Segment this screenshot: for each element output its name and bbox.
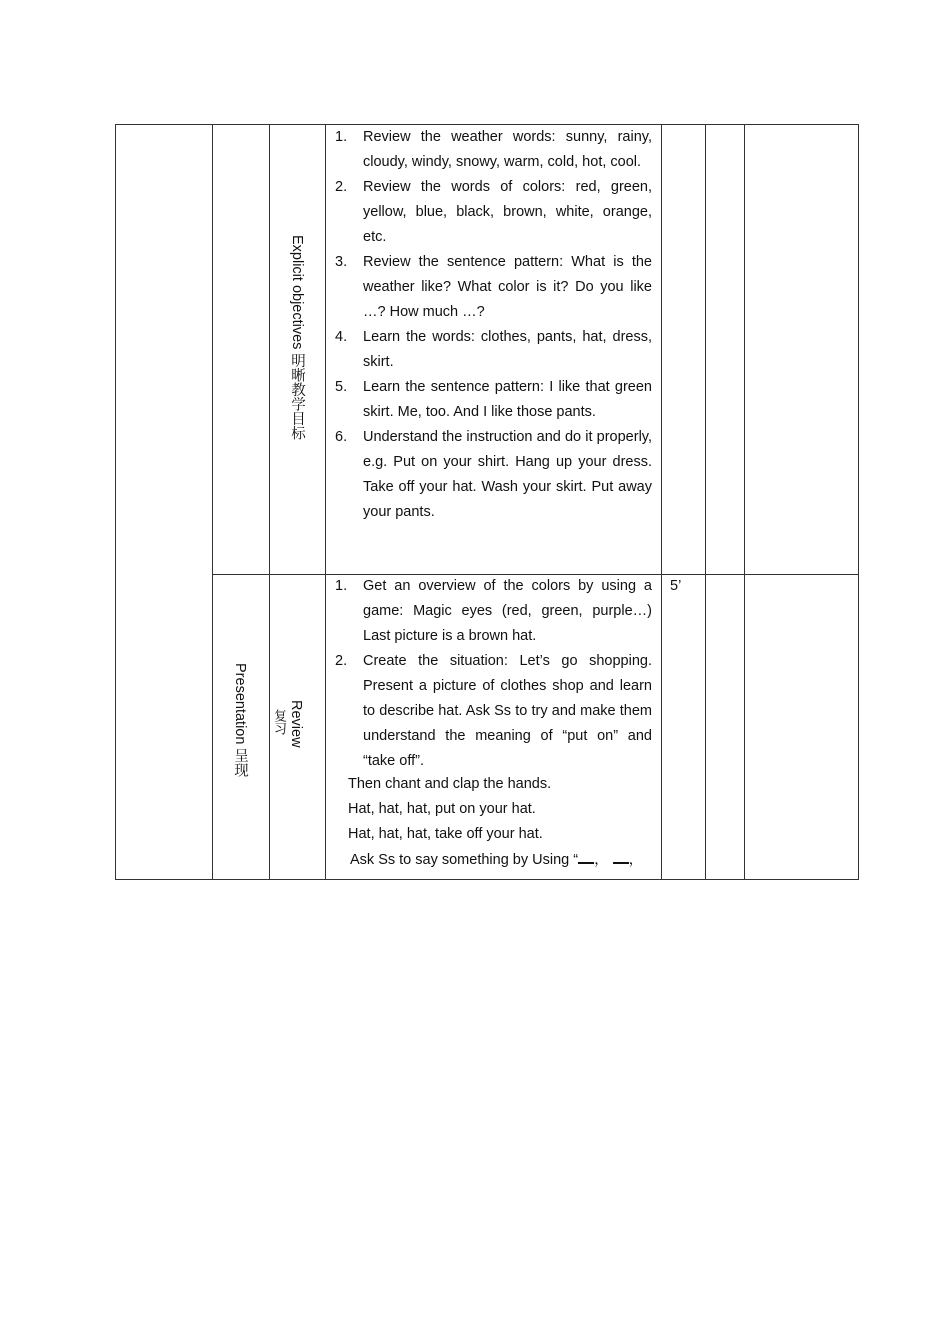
list-item: 2. Review the words of colors: red, green, yellow, blue, black, brown, white, orange, etc. — [335, 179, 652, 245]
time-value: 5’ — [670, 578, 682, 594]
column-divider — [661, 125, 662, 879]
stage-label: Presentation 呈现 — [232, 663, 248, 778]
list-item: 1. Review the weather words: sunny, rainy, cloudy, windy, snowy, warm, cold, hot, cool. — [335, 129, 652, 170]
list-item: 6. Understand the instruction and do it properly, e.g. Put on your shirt. Hang up your dress. Take off your hat. Wash your skirt. Put away your pants. — [335, 429, 652, 520]
objectives-list — [326, 125, 652, 525]
prompt-line — [350, 848, 643, 873]
objectives-label: Explicit objectives 明晰教学目标 — [289, 235, 305, 441]
column-divider — [705, 125, 706, 879]
lesson-plan-table — [115, 124, 859, 880]
list-item: 4. Learn the words: clothes, pants, hat, dress, skirt. — [335, 329, 652, 370]
fill-blank — [578, 848, 594, 864]
prompt-text: Ask Ss to say something by Using “ — [350, 852, 579, 868]
presentation-list — [326, 574, 652, 774]
column-divider — [744, 125, 745, 879]
review-label-cn: 复习 — [272, 709, 287, 735]
prompt-separator: ， — [594, 852, 609, 868]
review-label: Review — [288, 700, 304, 748]
fill-blank — [613, 848, 629, 864]
column-divider — [212, 125, 213, 879]
list-item: 1. Get an overview of the colors by using a game: Magic eyes (red, green, purple…) Last picture is a brown hat. — [335, 578, 652, 644]
chant-line: Hat, hat, hat, put on your hat. — [348, 801, 536, 817]
list-item: 5. Learn the sentence pattern: I like that green skirt. Me, too. And I like those pants. — [335, 379, 652, 420]
list-item: 2. Create the situation: Let’s go shopping. Present a picture of clothes shop and learn to describe hat. Ask Ss to try and make them understand the meaning of “put on” and “take off”. — [335, 653, 652, 769]
chant-line: Then chant and clap the hands. — [348, 776, 552, 792]
column-divider — [269, 125, 270, 879]
list-item: 3. Review the sentence pattern: What is the weather like? What color is it? Do you like …? How much …? — [335, 254, 652, 320]
prompt-separator: ， — [628, 852, 644, 868]
chant-line: Hat, hat, hat, take off your hat. — [348, 826, 543, 842]
